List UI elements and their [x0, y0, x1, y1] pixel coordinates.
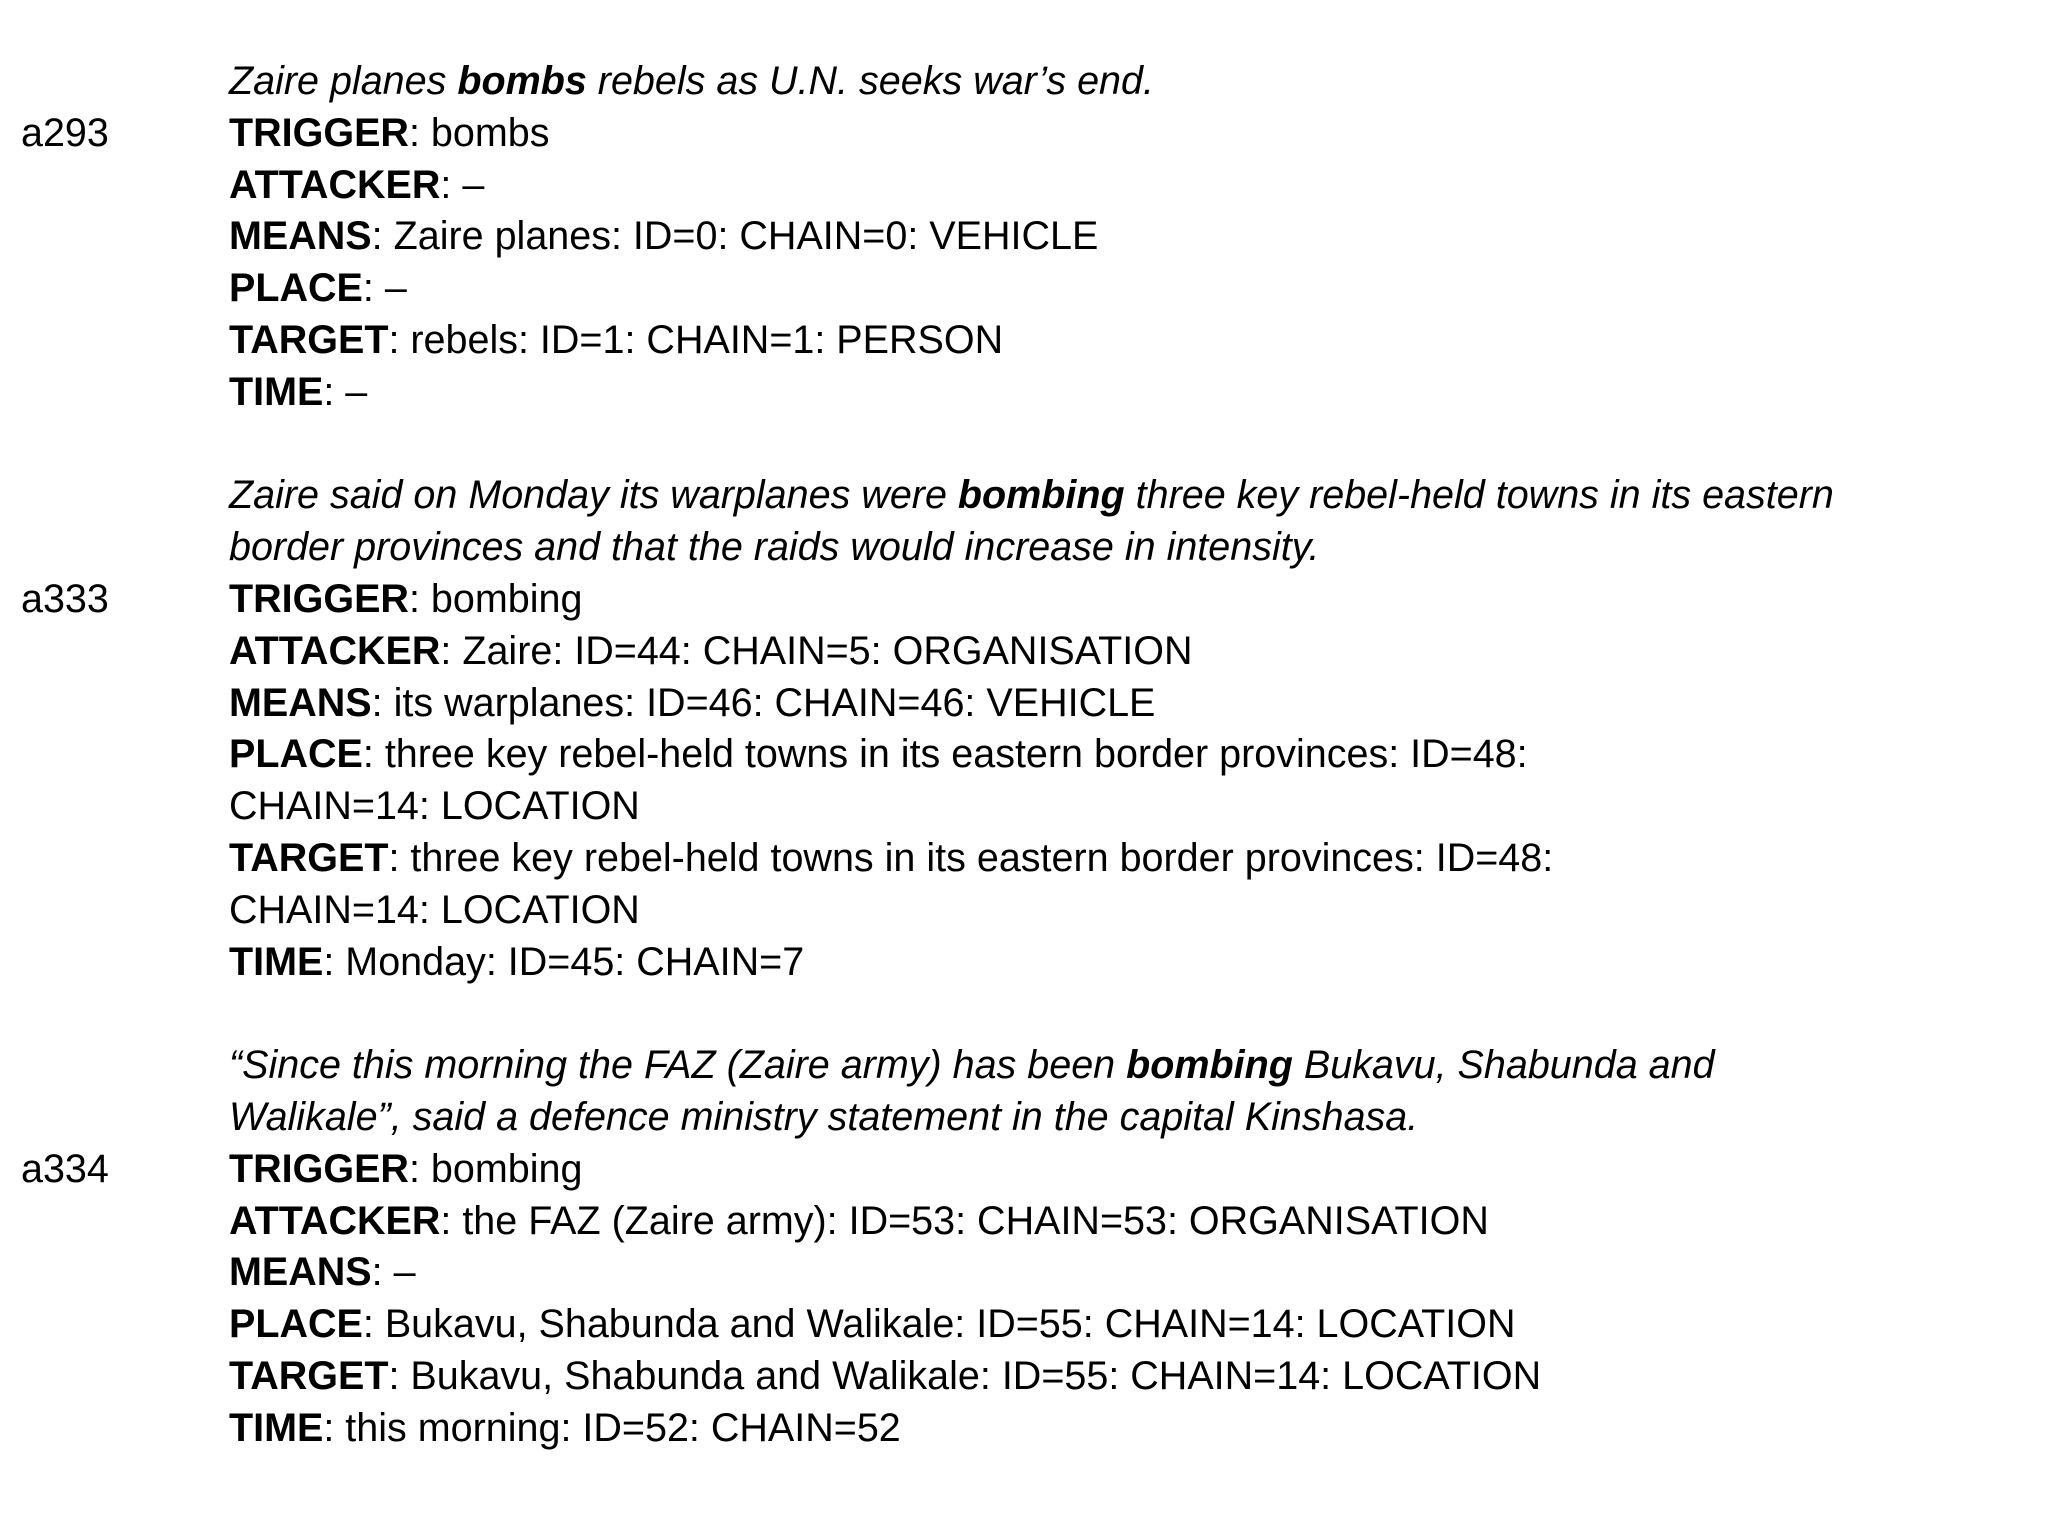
sentence-line: Zaire planes bombs rebels as U.N. seeks war’s end. — [229, 59, 1154, 103]
role-label: MEANS — [229, 680, 372, 725]
role-value: : three key rebel-held towns in its eastern border provinces: ID=48: — [388, 835, 1554, 880]
role-label: ATTACKER — [229, 162, 441, 207]
role-value: : – — [371, 1250, 416, 1295]
role-line-trigger — [0, 574, 2048, 626]
role-line-attacker — [0, 626, 2048, 678]
spacer — [0, 988, 2048, 1040]
role-line-means — [0, 678, 2048, 730]
role-value: : this morning: ID=52: CHAIN=52 — [323, 1405, 901, 1450]
trigger-word: bombing — [1126, 1043, 1293, 1088]
role-label: ATTACKER — [229, 1198, 441, 1243]
role-label: TIME — [229, 939, 324, 984]
role-line-place — [0, 263, 2048, 315]
role-label: PLACE — [229, 266, 363, 311]
role-line-means — [0, 211, 2048, 263]
role-value: CHAIN=14: LOCATION — [229, 887, 640, 932]
role-line-means — [0, 1247, 2048, 1299]
trigger-word: bombs — [457, 59, 587, 103]
role-value: : – — [323, 369, 368, 414]
role-label: TRIGGER — [229, 576, 409, 621]
trigger-word: bombing — [957, 473, 1125, 518]
role-label: TIME — [229, 369, 324, 414]
role-line-place — [0, 729, 2048, 781]
role-line-place-cont — [0, 781, 2048, 833]
role-value: : bombing — [408, 576, 583, 621]
role-value: : three key rebel-held towns in its eastern border provinces: ID=48: — [362, 732, 1528, 777]
role-value: : bombs — [408, 110, 550, 155]
role-value: : bombing — [408, 1146, 583, 1191]
role-label: MEANS — [229, 214, 372, 259]
role-value: : its warplanes: ID=46: CHAIN=46: VEHICLE — [371, 680, 1156, 725]
role-value: : Monday: ID=45: CHAIN=7 — [323, 939, 805, 984]
spacer — [0, 419, 2048, 471]
role-label: PLACE — [229, 732, 363, 777]
role-label: TRIGGER — [229, 110, 409, 155]
sentence-line: Walikale”, said a defence ministry statement in the capital Kinshasa. — [229, 1094, 1419, 1139]
role-label: PLACE — [229, 1302, 363, 1347]
role-value: : Zaire planes: ID=0: CHAIN=0: VEHICLE — [371, 214, 1099, 259]
role-value: : Bukavu, Shabunda and Walikale: ID=55: CHAIN=14: LOCATION — [388, 1353, 1542, 1398]
role-line-target-cont — [0, 885, 2048, 937]
role-line-target — [0, 1351, 2048, 1403]
role-value: : rebels: ID=1: CHAIN=1: PERSON — [388, 317, 1004, 362]
role-label: TARGET — [229, 317, 389, 362]
example-id: a293 — [21, 110, 109, 155]
role-label: TARGET — [229, 1353, 389, 1398]
role-value: : – — [362, 266, 407, 311]
role-value: : – — [440, 162, 485, 207]
example-id: a333 — [21, 576, 109, 621]
role-line-time — [0, 937, 2048, 989]
role-value: : the FAZ (Zaire army): ID=53: CHAIN=53: ORGANISATION — [440, 1198, 1489, 1243]
role-line-target — [0, 315, 2048, 367]
role-label: TIME — [229, 1405, 324, 1450]
role-label: ATTACKER — [229, 628, 441, 673]
role-line-time — [0, 367, 2048, 419]
role-line-place — [0, 1299, 2048, 1351]
role-label: TARGET — [229, 835, 389, 880]
sentence-line: Zaire said on Monday its warplanes were bombing three key rebel-held towns in its eastern — [229, 473, 1834, 518]
sentence-line: “Since this morning the FAZ (Zaire army) has been bombing Bukavu, Shabunda and — [229, 1043, 1715, 1088]
annotation-document — [0, 56, 2048, 1455]
role-value: : Zaire: ID=44: CHAIN=5: ORGANISATION — [440, 628, 1193, 673]
role-label: MEANS — [229, 1250, 372, 1295]
sentence-line: border provinces and that the raids would increase in intensity. — [229, 525, 1320, 570]
example-id: a334 — [21, 1146, 109, 1191]
role-line-trigger — [0, 1144, 2048, 1196]
role-line-trigger — [0, 108, 2048, 160]
role-value: : Bukavu, Shabunda and Walikale: ID=55: CHAIN=14: LOCATION — [362, 1302, 1516, 1347]
role-label: TRIGGER — [229, 1146, 409, 1191]
role-line-time — [0, 1403, 2048, 1455]
role-line-attacker — [0, 1196, 2048, 1248]
role-line-target — [0, 833, 2048, 885]
role-value: CHAIN=14: LOCATION — [229, 784, 640, 829]
role-line-attacker — [0, 160, 2048, 212]
